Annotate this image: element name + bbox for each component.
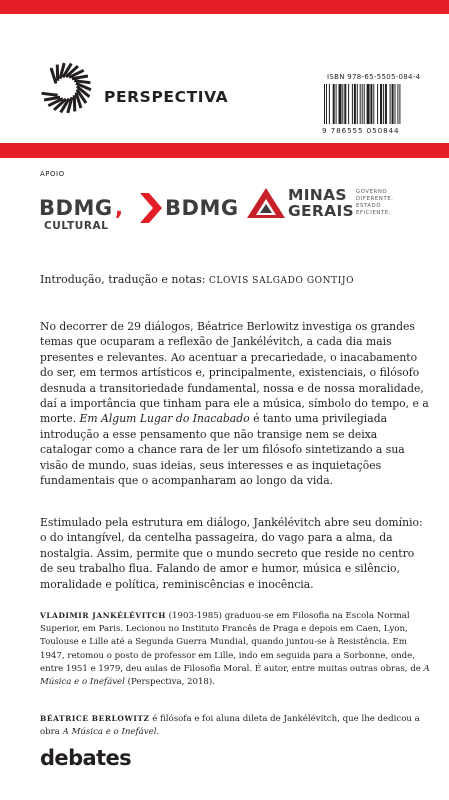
interviewer-bio: [40, 712, 430, 739]
minas-gerais-line2: GERAIS: [288, 202, 354, 220]
isbn-label: ISBN 978-65-5505-084-4: [327, 73, 421, 81]
sunburst-icon: [40, 62, 92, 114]
support-label: APOIO: [40, 170, 65, 178]
author-work-title: A Música e o Inefável: [40, 663, 430, 688]
minas-triangle-icon: [247, 188, 285, 218]
bdmg-chevron-icon: [140, 193, 162, 223]
barcode-icon: [323, 84, 418, 124]
middle-red-band: [0, 143, 449, 158]
synopsis-text-a: No decorrer de 29 diálogos, Béatrice Berlowitz investiga os grandes temas que ocuparam a reflexão de Jankélévitch, a cada dia mais presentes e relevantes. Ao acentuar a precariedade, o inacabamento do ser, em termos artísticos e, principalmente, existenciais, o filósofo desnuda a transitoriedade fundamental, nossa e de nossa moralidade, daí a importância que tinham para ele a música, símbolo do tempo, e a morte.: [40, 320, 429, 426]
author-bio-end: (Perspectiva, 2018).: [124, 677, 215, 688]
interviewer-bio-text: é filósofa e foi aluna dileta de Jankélévitch, que lhe dedicou a obra: [40, 714, 420, 738]
interviewer-name: BÉATRICE BERLOWITZ: [40, 714, 150, 723]
minas-gerais-line1: MINAS: [288, 186, 347, 204]
minas-tagline-1: GOVERNO: [356, 189, 388, 195]
credits-name: CLOVIS SALGADO GONTIJO: [208, 276, 355, 286]
interviewer-bio-end: .: [156, 727, 160, 738]
author-bio-text: (1903-1985) graduou-se em Filosofia na Escola Normal Superior, em Paris. Lecionou no Instituto Francês de Praga e depois em Caen, Lyon, Toulouse e Lille até a Segunda Guerra Mundial, quando juntou-se à Resistência. Em 1947, retomou o posto de professor em Lille, indo em seguida para a Sorbonne, onde, entre 1951 e 1979, deu aulas de Filosofia Moral. É autor, entre muitas outras obras, de: [40, 611, 424, 674]
author-bio: [40, 609, 430, 689]
bdmg-logo-text: BDMG: [165, 196, 239, 220]
interviewer-work-title: A Música e o Inefável: [62, 727, 157, 738]
synopsis-paragraph-2: Estimulado pela estrutura em diálogo, Jankélévitch abre seu domínio: o do intangível, da centelha passageira, do vago para a alma, da nostalgia. Assim, permite que o mundo secreto que reside no centro de seu trabalho flua. Falando de amor e humor, música e silêncio, moralidade e política, reminiscências e inocência.: [40, 516, 423, 591]
credits-line: [40, 273, 354, 288]
author-name: VLADIMIR JANKÉLÉVITCH: [40, 611, 166, 620]
book-title: Em Algum Lugar do Inacabado: [79, 412, 250, 426]
minas-tagline-3: ESTADO: [356, 203, 382, 209]
bdmg-cultural-comma: ,: [115, 196, 123, 220]
synopsis-paragraph-1: [40, 319, 430, 488]
minas-tagline-4: EFICIENTE.: [356, 210, 392, 216]
series-name: debates: [40, 746, 132, 770]
isbn-digits: 9 786555 050844: [322, 126, 400, 135]
credits-prefix: Introdução, tradução e notas:: [40, 273, 209, 286]
minas-tagline-2: DIFERENTE.: [356, 196, 394, 202]
top-red-band: [0, 0, 449, 14]
bdmg-cultural-subtitle: CULTURAL: [44, 220, 109, 232]
synopsis-text-b: é tanto uma privilegiada introdução a esse pensamento que não transige nem se deixa catalogar como a chance rara de ler um filósofo sintetizando a sua visão de mundo, suas ideias, seus interesses e as inquietações fundamentais que o acompanharam ao longo da vida.: [40, 412, 405, 488]
bdmg-cultural-logo-text: BDMG: [39, 196, 113, 220]
publisher-name: PERSPECTIVA: [104, 88, 229, 106]
